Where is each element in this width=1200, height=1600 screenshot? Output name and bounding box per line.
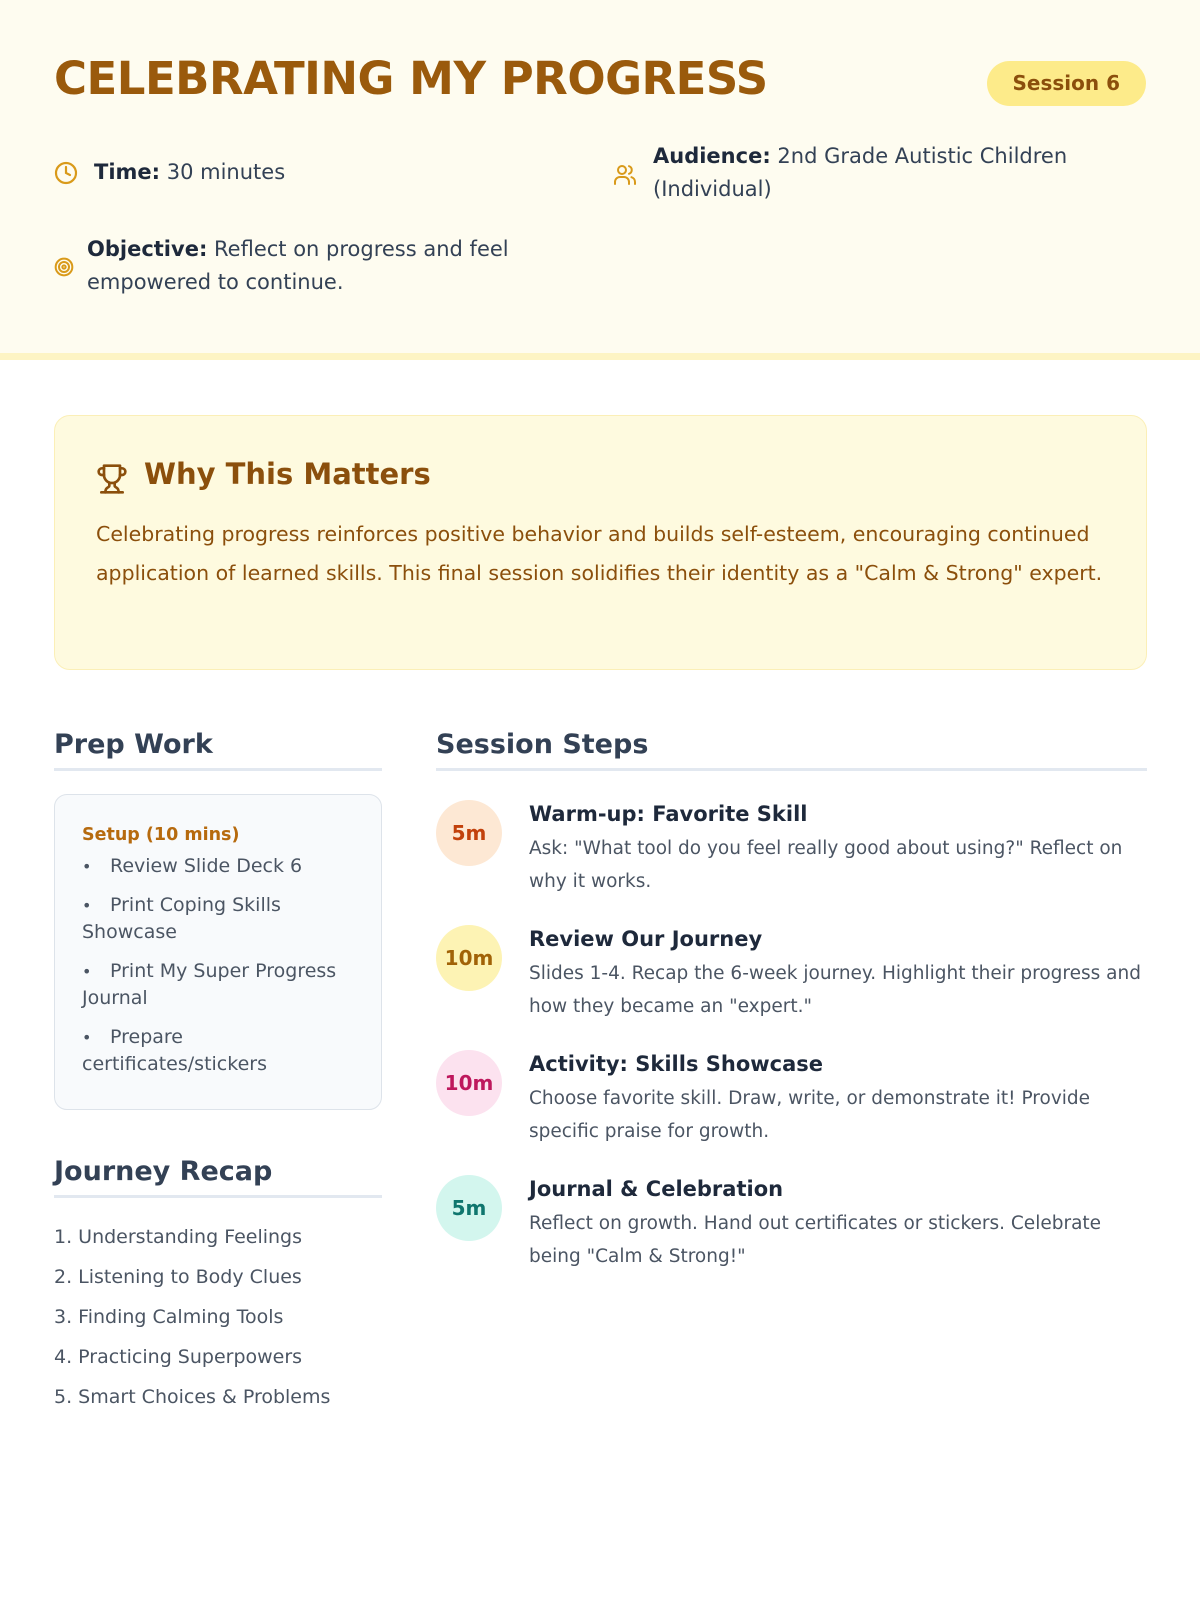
step-description: Ask: "What tool do you feel really good about using?" Reflect on why it works.: [529, 838, 1123, 892]
time-label: Time:: [94, 160, 161, 184]
session-steps-heading: Session Steps: [436, 729, 1147, 771]
why-this-matters-card: [54, 415, 1147, 670]
objective-label: Objective:: [87, 237, 208, 261]
lesson-header: [0, 0, 1200, 360]
step-description: Reflect on growth. Hand out certificates or stickers. Celebrate being "Calm & Strong!": [529, 1213, 1102, 1267]
step-duration-badge: 5m: [436, 1175, 502, 1241]
time-info: [94, 156, 514, 189]
prep-card: [54, 794, 382, 1110]
list-item: 1. Understanding Feelings: [54, 1226, 303, 1248]
objective-info: [87, 233, 547, 299]
list-item: 5. Smart Choices & Problems: [54, 1386, 331, 1408]
why-title: Why This Matters: [144, 457, 431, 491]
target-icon: [54, 257, 74, 281]
prep-list: [82, 853, 367, 1090]
step-duration-badge: 10m: [436, 925, 502, 991]
users-icon: [613, 163, 638, 191]
prep-work-heading: Prep Work: [54, 729, 382, 771]
list-item: • Review Slide Deck 6: [82, 853, 367, 880]
step-duration-badge: 5m: [436, 800, 502, 866]
audience-label: Audience:: [653, 144, 771, 168]
page-title: CELEBRATING MY PROGRESS: [54, 52, 768, 105]
session-badge: Session 6: [987, 61, 1147, 106]
step-title: Activity: Skills Showcase: [529, 1052, 824, 1076]
list-item: • Prepare certificates/stickers: [82, 1024, 367, 1078]
setup-label: Setup (10 mins): [82, 825, 240, 845]
list-item: • Print Coping Skills Showcase: [82, 892, 367, 946]
step-description: Slides 1-4. Recap the 6-week journey. Highlight their progress and how they became an "expert.": [529, 963, 1141, 1017]
trophy-icon: [96, 463, 128, 499]
step-title: Review Our Journey: [529, 927, 763, 951]
journey-recap-heading: Journey Recap: [54, 1156, 382, 1198]
list-item: 3. Finding Calming Tools: [54, 1306, 284, 1328]
why-text: Celebrating progress reinforces positive behavior and builds self-esteem, encouraging continued application of learned skills. This final session solidifies their identity as a "Calm & Strong" expert.: [96, 522, 1103, 585]
step-description: Choose favorite skill. Draw, write, or demonstrate it! Provide specific praise for growth.: [529, 1088, 1091, 1142]
time-value: 30 minutes: [166, 160, 286, 184]
step-title: Warm-up: Favorite Skill: [529, 802, 808, 826]
audience-value: 2nd Grade Autistic Children (Individual): [653, 144, 1068, 201]
list-item: 4. Practicing Superpowers: [54, 1346, 303, 1368]
step-title: Journal & Celebration: [529, 1177, 784, 1201]
recap-list: [54, 1217, 330, 1417]
step-duration-badge: 10m: [436, 1050, 502, 1116]
audience-info: [653, 140, 1153, 206]
objective-value: Reflect on progress and feel empowered to continue.: [87, 237, 509, 294]
clock-icon: [54, 161, 78, 189]
list-item: • Print My Super Progress Journal: [82, 958, 367, 1012]
list-item: 2. Listening to Body Clues: [54, 1266, 302, 1288]
